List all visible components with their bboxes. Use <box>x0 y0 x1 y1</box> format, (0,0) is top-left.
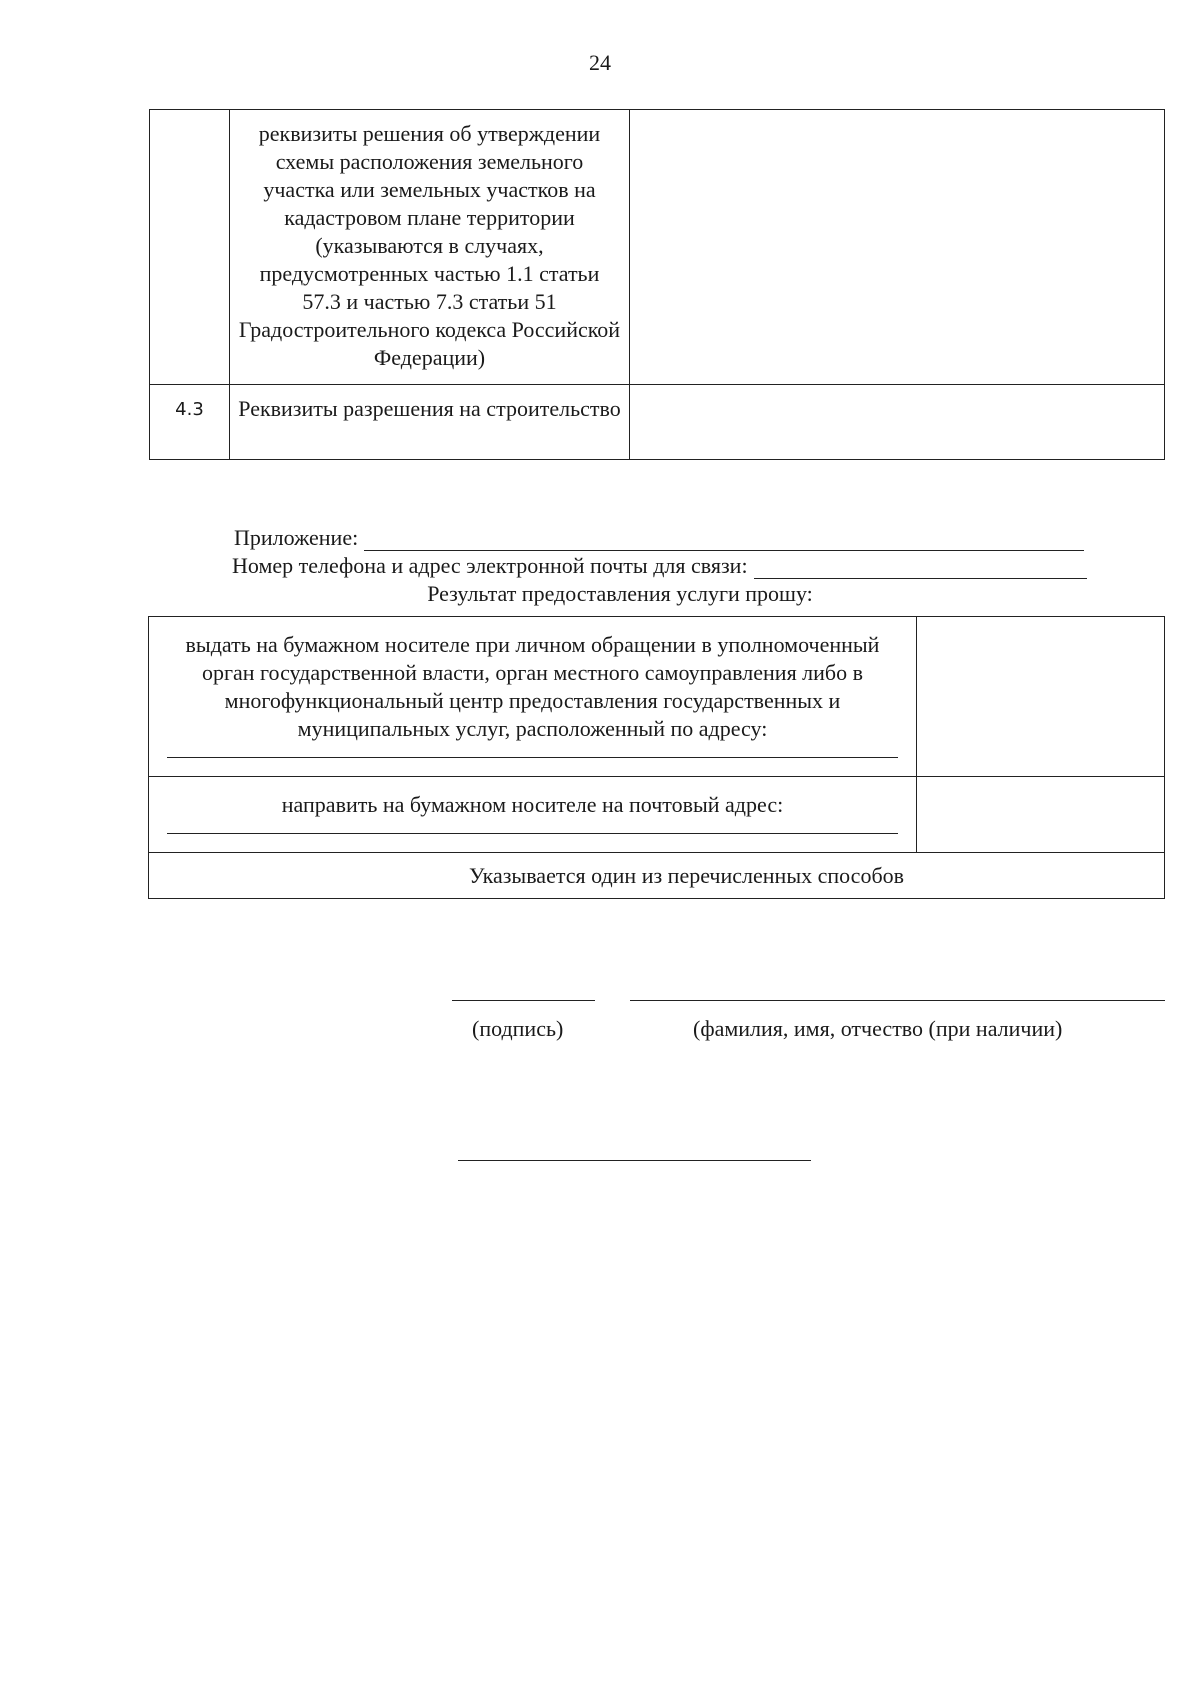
table-row <box>150 385 1165 460</box>
postal-address-input-line[interactable] <box>167 827 898 834</box>
result-note: Указывается один из перечисленных способов <box>149 853 1165 899</box>
contact-input-line[interactable] <box>754 558 1087 579</box>
requisites-table <box>149 109 1165 460</box>
row-description-cell: Реквизиты разрешения на строительство <box>230 385 630 460</box>
date-line[interactable] <box>458 1160 811 1161</box>
full-name-caption: (фамилия, имя, отчество (при наличии) <box>693 1016 1063 1041</box>
row-value-cell[interactable] <box>630 110 1165 385</box>
option-in-person-cell <box>149 617 917 777</box>
option-by-mail-cell <box>149 777 917 853</box>
option-by-mail-text: направить на бумажном носителе на почтовый адрес: <box>149 777 916 844</box>
result-options-table <box>148 616 1165 899</box>
appendix-field <box>234 525 1084 551</box>
result-heading: Результат предоставления услуги прошу: <box>427 581 813 606</box>
contact-field <box>232 553 1087 579</box>
row-number-cell <box>150 110 230 385</box>
option-in-person-checkbox[interactable] <box>917 617 1165 777</box>
result-option-row <box>149 617 1165 777</box>
appendix-label: Приложение: <box>234 525 359 550</box>
row-description-cell: реквизиты решения об утверждении схемы расположения земельного участка или земельных участков на кадастровом плане территории (указываются в случаях, предусмотренных частью 1.1 статьи 57.3 и частью 7.3 статьи 51 Градостроительного кодекса Российской Федерации) <box>230 110 630 385</box>
address-input-line[interactable] <box>167 751 898 758</box>
option-in-person-text: выдать на бумажном носителе при личном обращении в уполномоченный орган государственной власти, орган местного самоуправления либо в многофункциональный центр предоставления государственных и муниципальных услуг, расположенный по адресу: <box>149 617 916 768</box>
option-by-mail-checkbox[interactable] <box>917 777 1165 853</box>
row-number-cell: 4.3 <box>150 385 230 460</box>
signature-line[interactable] <box>452 1000 595 1001</box>
result-note-row <box>149 853 1165 899</box>
row-value-cell[interactable] <box>630 385 1165 460</box>
signature-caption: (подпись) <box>472 1016 564 1041</box>
result-option-row <box>149 777 1165 853</box>
full-name-line[interactable] <box>630 1000 1165 1001</box>
contact-label: Номер телефона и адрес электронной почты для связи: <box>232 553 748 578</box>
table-row <box>150 110 1165 385</box>
page-number: 24 <box>589 50 611 75</box>
appendix-input-line[interactable] <box>364 530 1084 551</box>
